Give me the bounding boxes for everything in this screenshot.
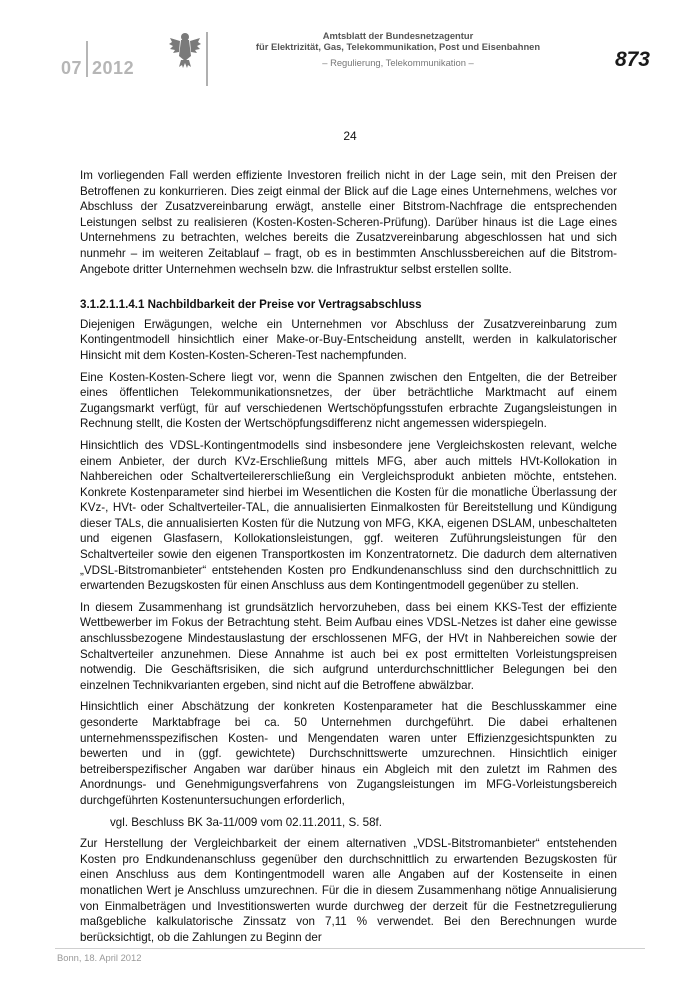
publication-title (226, 30, 570, 52)
emblem-divider (206, 32, 208, 86)
intro-paragraph: Im vorliegenden Fall werden effiziente Investoren freilich nicht in der Lage sein, mit den Preisen der Betroffenen zu konkurrieren. Dies zeigt einmal der Blick auf die Lage eines Unternehmens, welches vor Abschluss der Zusatzvereinbarung erwägt, anstelle einer Bitstrom-Nachfrage die entsprechenden Leistungen selbst zu realisieren (Kosten-Kosten-Scheren-Prüfung). Darüber hinaus ist die Lage eines Unternehmens zu betrachten, welches bereits die Zusatzvereinbarung abgeschlossen hat und sich nunmehr – im weiteren Zeitablauf – fragt, ob es in bestimmten Anschlussbereichen auf die Bitstrom-Angebote dritter Unternehmen wechseln bzw. die Infrastruktur selbst erstellen sollte. (80, 169, 617, 276)
footer-date: Bonn, 18. April 2012 (57, 952, 142, 963)
paragraph-vergleichbarkeit: Zur Herstellung der Vergleichbarkeit der einem alternativen „VDSL-Bitstromanbieter“ entstehenden Kosten pro Endkundenanschluss gegenüber den durchschnittlich zu erwartenden Bezugskosten für einen Anschluss aus dem Kontingentmodell waren alle Angaben auf der Kostenseite in einen monatlichen Wert je Anschluss umzurechnen. Für die in diesem Zusammenhang nötige Annualisierung von Einmalbeträgen und Investitionswerten wurde durchweg der derzeit für die Festnetzregulierung maßgebliche kalkulatorische Zinssatz von 7,11 % verwendet. Bei den Berechnungen wurde berücksichtigt, ob die Zahlungen zu Beginn der (80, 837, 617, 944)
issue-year: 2012 (92, 57, 135, 78)
document-body (80, 168, 617, 951)
paragraph-kks-test: In diesem Zusammenhang ist grundsätzlich hervorzuheben, dass bei einem KKS-Test der effiziente Wettbewerber im Fokus der Betrachtung steht. Beim Aufbau eines VDSL-Netzes ist daher eine gewisse anschlussbezogene Mindestauslastung der erschlossenen MFG, der HVt in Nahbereichen sowie der Schaltverteiler anzunehmen. Diese Annahme ist auch bei ex post ermittelten Vorleistungspreisen notwendig. Die Geschäftsrisiken, die sich aufgrund unterdurchschnittlicher Belegungen bei den einzelnen Technikvarianten ergeben, sind nicht auf die Betroffene abwälzbar. (80, 600, 617, 692)
paragraph-make-or-buy: Diejenigen Erwägungen, welche ein Unternehmen vor Abschluss der Zusatzvereinbarung zum Kontingentmodell hinsichtlich einer Make-or-Buy-Entscheidung anstellt, werden in kalkulatorischer Hinsicht mit dem Kosten-Kosten-Scheren-Test nachempfunden. (80, 317, 617, 362)
federal-eagle-icon (168, 30, 202, 70)
publication-line-2: für Elektrizität, Gas, Telekommunikation, Post und Eisenbahnen (255, 41, 541, 52)
issue-label (61, 51, 134, 87)
paragraph-kosten-schere: Eine Kosten-Kosten-Schere liegt vor, wenn die Spannen zwischen den Entgelten, die der Betreiber eines öffentlichen Telekommunikationsnetzes, der über beträchtliche Marktmacht auf einem Zugangsmarkt verfügt, für auf verschiedenen Wertschöpfungsstufen erbrachte Zugangsleistungen in Rechnung stellt, die Kosten der Wertschöpfungsdifferenz nicht angemessen widerspiegeln. (80, 370, 617, 431)
section-heading: 3.1.2.1.1.4.1 Nachbildbarkeit der Preise vor Vertragsabschluss (80, 298, 422, 312)
paragraph-marktabfrage: Hinsichtlich einer Abschätzung der konkreten Kostenparameter hat die Beschlusskammer eine gesonderte Marktabfrage bei ca. 50 Unternehmen durchgeführt. Die dabei erhaltenen unternehmensspezifischen Kosten- und Mengendaten waren unter Effizienzgesichtspunkten zu bewerten und in (ggf. gewichtete) Durchschnittswerte umzurechnen. Hinsichtlich einiger betreiberspezifischer Angaben war darüber hinaus ein Abgleich mit den zuletzt im Rahmen des Anordnungs- und Genehmigungsverfahrens von Zugangsleistungen im MFG-Vorleistungsbereich durchgeführten Kostenuntersuchungen erforderlich, (80, 700, 617, 807)
page-number: 873 (614, 48, 650, 71)
paragraph-vdsl-kontingent: Hinsichtlich des VDSL-Kontingentmodells sind insbesondere jene Vergleichskosten relevant, welche einem Anbieter, der durch KVz-Erschließung mittels MFG, aber auch mittels HVt-Kollokation in Nahbereichen oder Schaltverteilererschließung ein Vergleichsprodukt anbieten möchte, entstehen. Konkrete Kostenparameter sind hierbei im Wesentlichen die Kosten für die monatliche Überlassung der KVz-, HVt- oder Schaltverteiler-TAL, die annualisierten Einmalkosten für Bereitstellung und Kündigung dieser TALs, die annualisierten Kosten für die Nutzung von MFG, KKA, eigenen DSLAM, unbeschalteten und eigenen Glasfasern, Kollokationsleistungen, ggf. weiteren Zuführungsleistungen für den Schaltverteiler sowie den eigenen Transportkosten im Konzentratornetz. Die dadurch dem alternativen „VDSL-Bitstromanbieter“ entstehenden Kosten pro Endkundenanschluss sind den durchschnittlich zu erwartenden Bezugskosten für einen Anschluss aus dem Kontingentmodell gegenüber zu stellen. (80, 438, 617, 593)
issue-divider (86, 41, 88, 77)
footer-divider (55, 948, 645, 949)
section-subtitle: – Regulierung, Telekommunikation – (322, 57, 474, 68)
citation: vgl. Beschluss BK 3a-11/009 vom 02.11.2011, S. 58f. (110, 815, 382, 829)
publication-line-1: Amtsblatt der Bundesnetzagentur (322, 30, 474, 41)
internal-page-number: 24 (343, 129, 357, 143)
issue-number: 07 (61, 57, 83, 78)
